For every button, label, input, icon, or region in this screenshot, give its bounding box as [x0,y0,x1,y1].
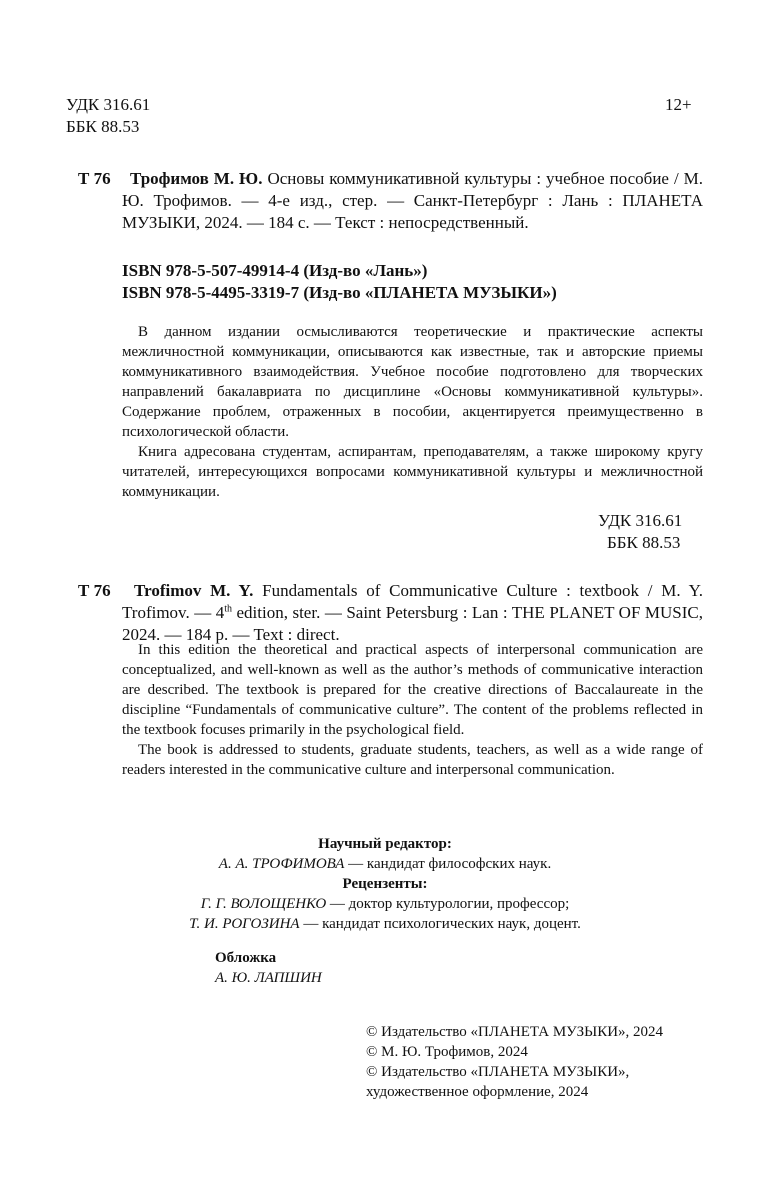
en-abstract-paragraph-1: In this edition the theoretical and practical aspects of interpersonal communication are conceptualized, and well-known as well as the author’s methods of communicative interaction are described. The textbook is prepared for the creative directions of Baccalaureate in the discipline “Fundamentals of communicative culture”. The content of the problems reflected in the textbook focuses primarily in the psychological field. [122,642,703,738]
ru-abstract [122,322,703,502]
reviewer-2-line [100,914,670,934]
en-cipher: Т 76 [78,581,111,600]
cover-block [215,948,322,988]
en-description-cont: edition, ster. — Saint Petersburg : Lan : THE PLANET OF MUSIC, 2024. — 184 p. — Text : direct. [122,603,704,644]
copyright-line-1: © Издательство «ПЛАНЕТА МУЗЫКИ», 2024 [366,1024,664,1040]
reviewer-1-role: — доктор культурологии, профессор; [326,896,570,912]
copyright-line-4: художественное оформление, 2024 [366,1084,589,1100]
en-abstract [122,640,703,780]
header-udk: УДК 316.61 [66,95,151,114]
ru-author: Трофимов М. Ю. [130,169,263,188]
en-description: Fundamentals of Communicative Culture : textbook / M. Y. Trofimov. — 4 [122,581,703,622]
reviewers-heading: Рецензенты: [342,876,428,892]
en-author: Trofimov M. Y. [134,581,254,600]
editor-name: А. А. ТРОФИМОВА [218,856,345,872]
copyright-line-2: © М. Ю. Трофимов, 2024 [366,1044,528,1060]
reviewer-1-name: Г. Г. ВОЛОЩЕНКО [200,896,327,912]
ru-cipher: Т 76 [78,169,111,188]
ru-udk: УДК 316.61 [598,511,683,530]
copyright-block [366,1022,663,1102]
reviewer-2-name: Т. И. РОГОЗИНА [189,916,300,932]
editor-heading: Научный редактор: [318,836,452,852]
reviewer-1-line [100,894,670,914]
cover-heading: Обложка [215,950,277,966]
en-record [122,580,703,646]
ru-isbn-2: ISBN 978-5-4495-3319-7 (Изд-во «ПЛАНЕТА МУЗЫКИ») [122,283,557,302]
credits-block [100,834,670,934]
ru-abstract-paragraph-2: Книга адресована студентам, аспирантам, преподавателям, а также широкому кругу читателей, интересующихся вопросами коммуникативной культуры и межличностной коммуникации. [122,444,703,500]
en-edition-superscript: th [224,603,232,615]
cover-name: А. Ю. ЛАПШИН [215,970,322,986]
editor-role: — кандидат философских наук. [344,856,552,872]
age-rating: 12+ [665,95,692,114]
ru-record [122,168,703,234]
editor-line [100,854,670,874]
copyright-line-3: © Издательство «ПЛАНЕТА МУЗЫКИ», [366,1064,630,1080]
reviewer-2-role: — кандидат психологических наук, доцент. [299,916,581,932]
ru-abstract-paragraph-1: В данном издании осмысливаются теоретические и практические аспекты межличностной коммуникации, описываются как известные, так и авторские приемы коммуникативного взаимодействия. Учебное пособие подготовлено для творческих направлений бакалавриата по дисциплине «Основы коммуникативной культуры». Содержание проблем, отраженных в пособии, акцентируется преимущественно в психологической области. [122,324,703,440]
ru-bbk: ББК 88.53 [607,533,681,552]
ru-isbn-1: ISBN 978-5-507-49914-4 (Изд-во «Лань») [122,261,428,280]
header-bbk: ББК 88.53 [66,117,140,136]
ru-description: Основы коммуникативной культуры : учебное пособие / М. Ю. Трофимов. — 4-е изд., стер. — Санкт-Петербург : Лань : ПЛАНЕТА МУЗЫКИ, 2024. — 184 с. — Текст : непосредственный. [122,169,704,232]
en-abstract-paragraph-2: The book is addressed to students, graduate students, teachers, as well as a wide range of readers interested in the communicative culture and interpersonal communication. [122,742,703,778]
